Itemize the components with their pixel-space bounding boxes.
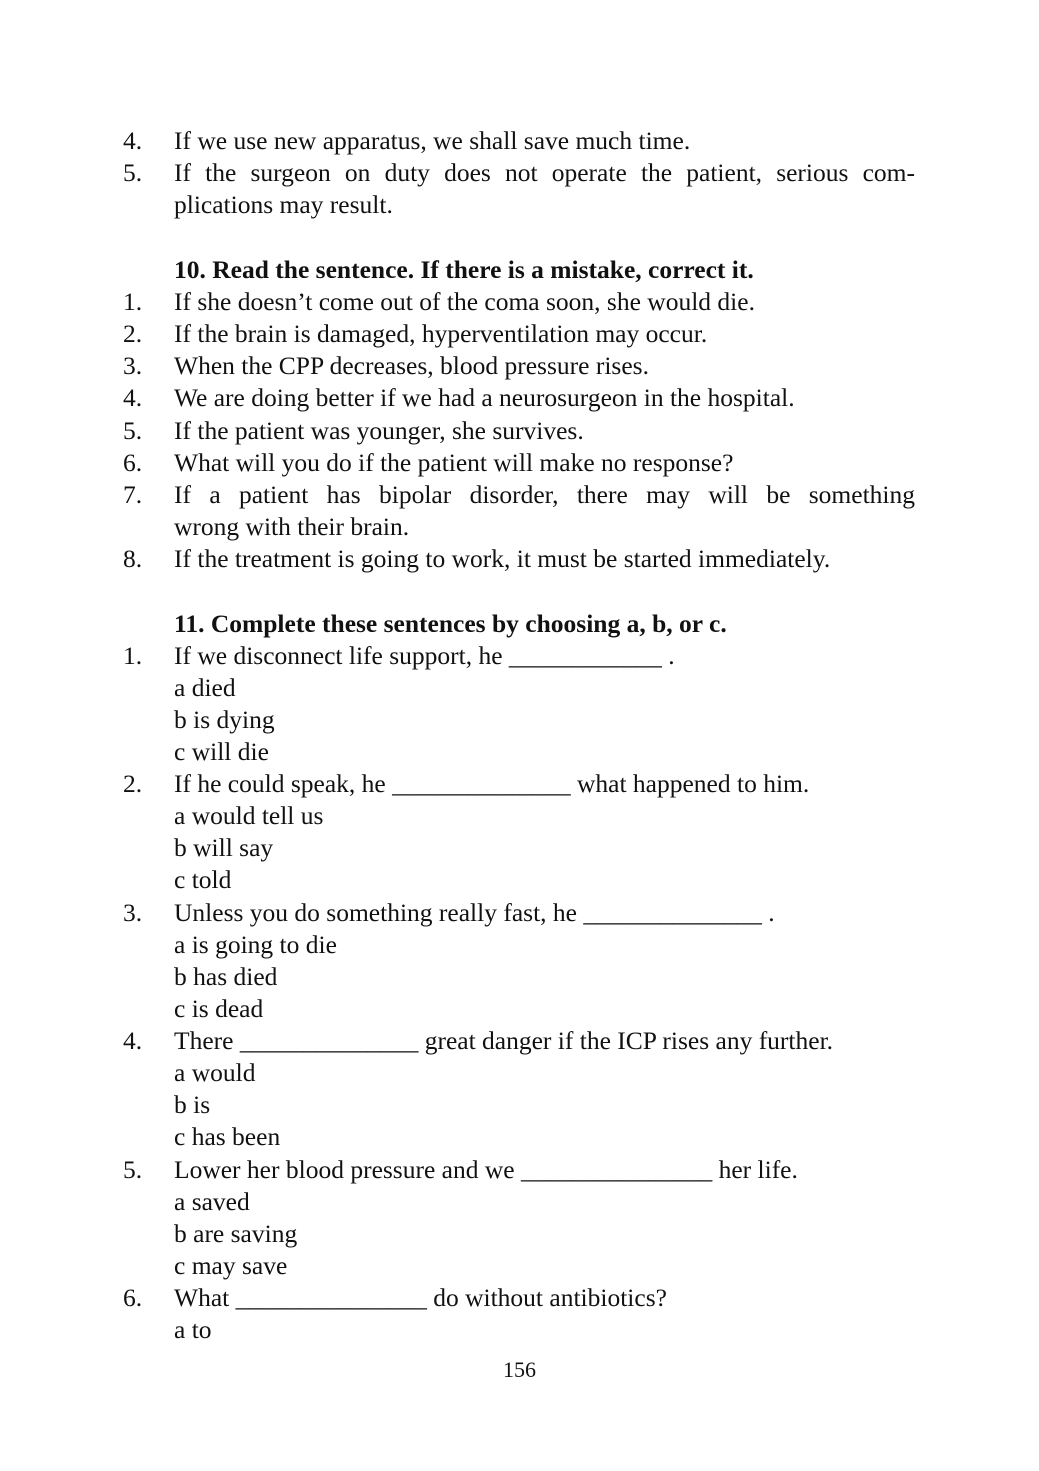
question-text: Unless you do something really fast, he ______________ . <box>174 898 775 927</box>
option-text: c has been <box>174 1122 281 1151</box>
item-number: 3. <box>123 898 143 927</box>
section-heading: 10. Read the sentence. If there is a mistake, correct it. <box>174 255 754 284</box>
list-item <box>0 479 1039 511</box>
question-item <box>0 1282 1039 1314</box>
answer-option <box>0 800 1039 832</box>
question-text: If he could speak, he ______________ what happened to him. <box>174 769 810 798</box>
list-item <box>0 125 1039 157</box>
option-text: b is dying <box>174 705 275 734</box>
question-item <box>0 640 1039 672</box>
exercise-10-heading <box>0 254 1039 286</box>
item-text-continued: plications may result. <box>174 190 393 219</box>
answer-option <box>0 1250 1039 1282</box>
option-text: a to <box>174 1315 212 1344</box>
answer-option <box>0 736 1039 768</box>
section-heading: 11. Complete these sentences by choosing a, b, or c. <box>174 609 727 638</box>
item-number: 4. <box>123 383 143 412</box>
question-text: If we disconnect life support, he ____________ . <box>174 641 675 670</box>
answer-option <box>0 961 1039 993</box>
answer-option <box>0 704 1039 736</box>
question-text: What _______________ do without antibiotics? <box>174 1283 667 1312</box>
item-number: 5. <box>123 1155 143 1184</box>
option-text: b has died <box>174 962 278 991</box>
list-item-continuation <box>0 189 1039 221</box>
answer-option <box>0 832 1039 864</box>
item-number: 3. <box>123 351 143 380</box>
item-text: If we use new apparatus, we shall save much time. <box>174 126 691 155</box>
option-text: c is dead <box>174 994 264 1023</box>
page-number: 156 <box>503 1357 536 1382</box>
item-number: 1. <box>123 287 143 316</box>
list-item <box>0 543 1039 575</box>
option-text: a would <box>174 1058 256 1087</box>
question-item <box>0 1025 1039 1057</box>
option-text: b is <box>174 1090 211 1119</box>
item-number: 2. <box>123 319 143 348</box>
option-text: a would tell us <box>174 801 324 830</box>
item-number: 7. <box>123 480 143 509</box>
question-item <box>0 897 1039 929</box>
answer-option <box>0 1218 1039 1250</box>
item-number: 2. <box>123 769 143 798</box>
item-text: If the brain is damaged, hyperventilation may occur. <box>174 319 708 348</box>
list-item <box>0 286 1039 318</box>
item-text: If the treatment is going to work, it must be started immediately. <box>174 544 831 573</box>
question-item <box>0 1154 1039 1186</box>
answer-option <box>0 1057 1039 1089</box>
list-item-continuation <box>0 511 1039 543</box>
exercise-11-heading <box>0 608 1039 640</box>
question-text: There ______________ great danger if the ICP rises any further. <box>174 1026 834 1055</box>
list-item <box>0 157 1039 189</box>
item-number: 5. <box>123 416 143 445</box>
item-number: 6. <box>123 1283 143 1312</box>
option-text: b are saving <box>174 1219 298 1248</box>
answer-option <box>0 993 1039 1025</box>
item-number: 8. <box>123 544 143 573</box>
list-item <box>0 415 1039 447</box>
answer-option <box>0 1314 1039 1346</box>
item-text: If she doesn’t come out of the coma soon, she would die. <box>174 287 755 316</box>
list-item <box>0 382 1039 414</box>
option-text: b will say <box>174 833 274 862</box>
item-number: 1. <box>123 641 143 670</box>
item-number: 5. <box>123 158 143 187</box>
answer-option <box>0 1186 1039 1218</box>
item-number: 4. <box>123 1026 143 1055</box>
item-number: 6. <box>123 448 143 477</box>
item-text: If the patient was younger, she survives. <box>174 416 584 445</box>
item-text: What will you do if the patient will make no response? <box>174 448 734 477</box>
item-text: We are doing better if we had a neurosurgeon in the hospital. <box>174 383 795 412</box>
item-text: If the surgeon on duty does not operate the patient, serious com- <box>174 158 915 187</box>
list-item <box>0 318 1039 350</box>
option-text: c will die <box>174 737 269 766</box>
option-text: c told <box>174 865 232 894</box>
question-item <box>0 768 1039 800</box>
answer-option <box>0 1121 1039 1153</box>
answer-option <box>0 672 1039 704</box>
option-text: a is going to die <box>174 930 337 959</box>
item-number: 4. <box>123 126 143 155</box>
option-text: c may save <box>174 1251 288 1280</box>
answer-option <box>0 864 1039 896</box>
item-text: When the CPP decreases, blood pressure rises. <box>174 351 649 380</box>
option-text: a died <box>174 673 236 702</box>
list-item <box>0 350 1039 382</box>
answer-option <box>0 1089 1039 1121</box>
item-text-continued: wrong with their brain. <box>174 512 410 541</box>
question-text: Lower her blood pressure and we _______________ her life. <box>174 1155 798 1184</box>
option-text: a saved <box>174 1187 250 1216</box>
item-text: If a patient has bipolar disorder, there may will be something <box>174 480 915 509</box>
list-item <box>0 447 1039 479</box>
answer-option <box>0 929 1039 961</box>
